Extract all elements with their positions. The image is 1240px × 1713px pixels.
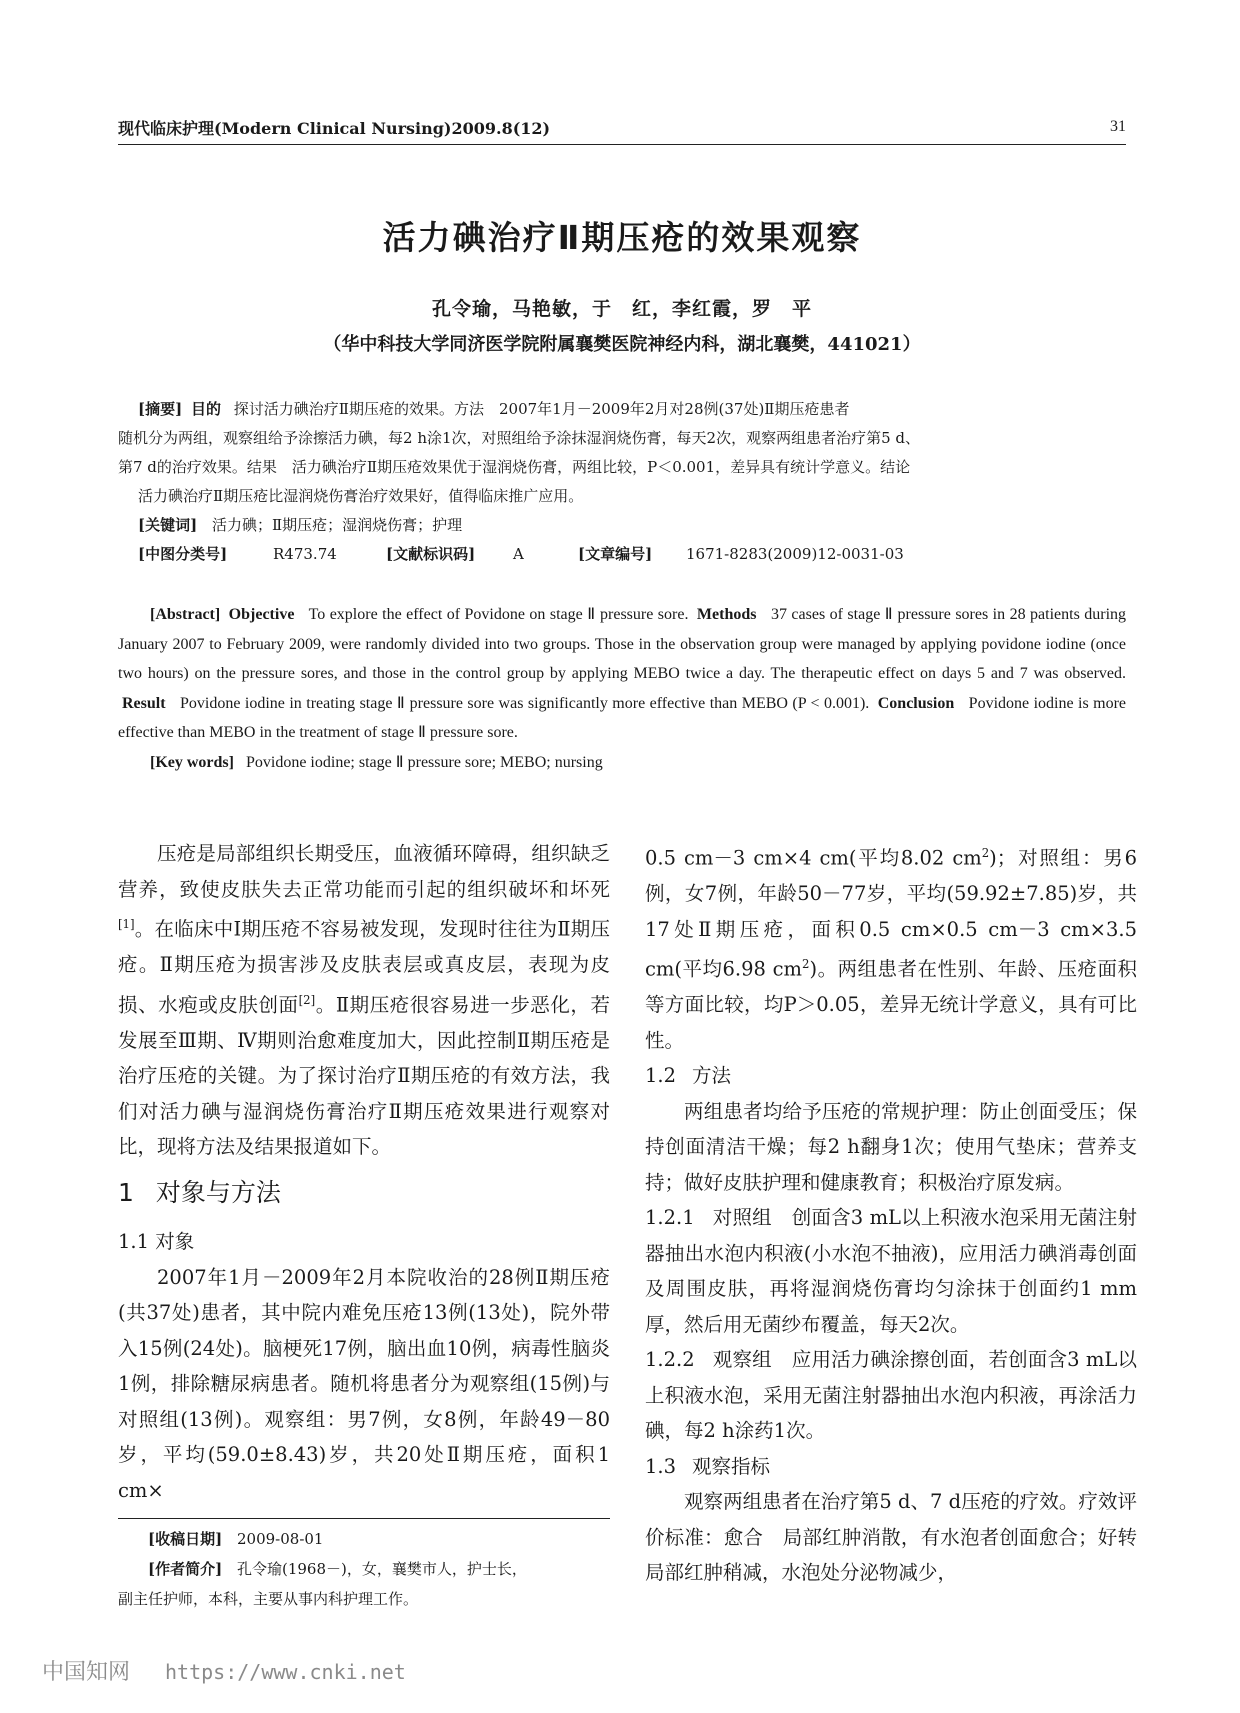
en-conclusion-label: Conclusion — [877, 694, 955, 712]
en-keywords-text: Povidone iodine; stage Ⅱ pressure sore; MEBO; nursing — [245, 753, 603, 771]
en-abstract-label: [Abstract] — [150, 606, 221, 623]
body-paragraph: 两组患者均给予压疮的常规护理：防止创面受压；保持创面清洁干燥；每2 h翻身1次；使用气垫床；营养支持；做好皮肤护理和健康教育；积极治疗原发病。 — [645, 1099, 1137, 1194]
received-label: [收稿日期] — [148, 1530, 223, 1548]
subsection-title: 对照组 — [712, 1206, 772, 1229]
running-header — [118, 112, 1126, 145]
section-number: 1 — [118, 1177, 134, 1207]
cn-keywords — [118, 511, 1126, 540]
cn-abstract-label: [摘要] — [138, 400, 183, 418]
clc-code: R473.74 — [273, 545, 337, 563]
en-keywords — [118, 748, 1126, 778]
body-paragraph: 1.2.2 观察组 应用活力碘涂擦创面，若创面含3 mL以上积液水泡，采用无菌注射器抽出水泡内积液，再涂活力碘，每2 h涂药1次。 — [645, 1348, 1137, 1442]
received-date — [118, 1524, 610, 1554]
footnotes — [118, 1524, 610, 1614]
author-bio-cont: 副主任护师，本科，主要从事内科护理工作。 — [118, 1590, 419, 1608]
doc-code: A — [513, 545, 524, 563]
en-keywords-label: [Key words] — [150, 753, 234, 771]
en-conclusion-text: Povidone iodine is more effective than MEBO in the treatment of stage Ⅱ pressure sore. — [118, 694, 1127, 741]
en-objective-label: Objective — [228, 606, 295, 623]
journal-citation: 现代临床护理(Modern Clinical Nursing)2009.8(12) — [118, 119, 551, 138]
citation-ref[interactable]: [1] — [118, 917, 135, 931]
cn-abstract-line: 第7 d的治疗效果。结果 活力碘治疗Ⅱ期压疮效果优于湿润烧伤膏，两组比较，P＜0.001，差异具有统计学意义。结论 — [118, 458, 911, 476]
section-heading — [118, 1175, 610, 1211]
footnote-divider — [118, 1518, 610, 1519]
affiliation: （华中科技大学同济医学院附属襄樊医院神经内科，湖北襄樊，441021） — [323, 334, 921, 355]
section-title: 对象与方法 — [155, 1177, 281, 1207]
doc-code-label: [文献标识码] — [386, 545, 476, 563]
body-paragraph: 0.5 cm－3 cm×4 cm(平均8.02 $cm^2$)；对照组：男6例，女7例，年龄50－77岁，平均(59.92±7.85)岁，共17处Ⅱ期压疮，面积0.5 cm×0.5 cm－3 cm×3.5 cm(平均6.98 $cm^2$)。两组患者在性别、年龄、压疮面积等方面比较，均P＞0.05，差异无统计学意义，具有可比性。 — [645, 846, 1137, 1052]
subsection-number: 1.2.1 — [645, 1206, 695, 1229]
body-paragraph: 观察两组患者在治疗第5 d、7 d压疮的疗效。疗效评价标准：愈合 局部红肿消散，有水泡者创面愈合；好转 局部红肿稍减，水泡处分泌物减少， — [645, 1490, 1157, 1584]
cnki-brand: 中国知网 — [42, 1660, 131, 1685]
cn-objective-label: 目的 — [190, 400, 221, 418]
en-result-text: Povidone iodine in treating stage Ⅱ pressure sore was significantly more effective than MEBO (P < 0.001). — [180, 694, 870, 712]
clc-label: [中图分类号] — [138, 545, 228, 563]
subsection-heading: 1.1 对象 — [118, 1230, 195, 1253]
subsection-number: 1.2.2 — [645, 1348, 695, 1371]
english-abstract — [118, 600, 1126, 777]
cn-keywords-text: 活力碘；Ⅱ期压疮；湿润烧伤膏；护理 — [211, 516, 463, 534]
intro-paragraph: 压疮是局部组织长期受压，血液循环障碍，组织缺乏营养，致使皮肤失去正常功能而引起的组织破坏和坏死[1]。在临床中Ⅰ期压疮不容易被发现，发现时往往为Ⅱ期压疮。Ⅱ期压疮为损害涉及皮肤表层或真皮层，表现为皮损、水疱或皮肤创面[2]。Ⅱ期压疮很容易进一步恶化，若发展至Ⅲ期、Ⅳ期则治愈难度加大，因此控制Ⅱ期压疮是治疗压疮的关键。为了探讨治疗Ⅱ期压疮的有效方法，我们对活力碘与湿润烧伤膏治疗Ⅱ期压疮效果进行观察对比，现将方法及结果报道如下。 — [118, 842, 610, 1158]
en-result-label: Result — [122, 694, 166, 712]
author-bio-text: 孔令瑜(1968－)，女，襄樊市人，护士长， — [236, 1560, 527, 1578]
cn-keywords-label: [关键词] — [138, 516, 198, 534]
citation-ref[interactable]: [2] — [298, 992, 316, 1007]
body-right-column — [645, 836, 1157, 1591]
body-paragraph: 2007年1月－2009年2月本院收治的28例Ⅱ期压疮(共37处)患者，其中院内难免压疮13例(13处)，院外带入15例(24处)。脑梗死17例，脑出血10例，病毒性脑炎1例，排除糖尿病患者。随机将患者分为观察组(15例)与对照组(13例)。观察组：男7例，女8例，年龄49－80岁，平均(59.0±8.43)岁，共20处Ⅱ期压疮，面积1 cm× — [118, 1265, 610, 1502]
en-methods-label: Methods — [696, 606, 757, 623]
body-paragraph: 1.2.1 对照组 创面含3 mL以上积液水泡采用无菌注射器抽出水泡内积液(小水泡不抽液)，应用活力碘消毒创面及周围皮肤，再将湿润烧伤膏均匀涂抹于创面约1 mm厚，然后用无菌纱布覆盖，每天2次。 — [645, 1206, 1137, 1336]
cn-abstract-line: 随机分为两组，观察组给予涂擦活力碘，每2 h涂1次，对照组给予涂抹湿润烧伤膏，每天2次，观察两组患者治疗第5 d、 — [118, 429, 920, 447]
article-no: 1671-8283(2009)12-0031-03 — [686, 545, 904, 563]
cn-abstract-line — [118, 395, 1126, 424]
body-left-column — [118, 836, 610, 1508]
cn-abstract-text: 探讨活力碘治疗Ⅱ期压疮的效果。方法 2007年1月－2009年2月对28例(37处)Ⅱ期压疮患者 — [233, 400, 850, 418]
subsection-title: 观察组 — [712, 1348, 772, 1371]
author-bio — [118, 1554, 610, 1584]
author-bio-label: [作者简介] — [148, 1560, 223, 1578]
classification-row — [118, 540, 1126, 569]
author-list: 孔令瑜，马艳敏，于 红，李红霞，罗 平 — [431, 298, 812, 320]
en-objective-text: To explore the effect of Povidone on stage Ⅱ pressure sore. — [308, 606, 689, 623]
article-no-label: [文章编号] — [578, 545, 653, 563]
en-abstract-body — [118, 600, 1126, 748]
subsection-heading: 1.3 观察指标 — [645, 1454, 771, 1478]
cnki-watermark — [42, 1655, 406, 1686]
received-value: 2009-08-01 — [236, 1530, 324, 1548]
article-title: 活力碘治疗Ⅱ期压疮的效果观察 — [382, 218, 862, 257]
page-number: 31 — [1110, 118, 1126, 135]
subsection-heading: 1.2 方法 — [645, 1064, 732, 1087]
en-methods-text: 37 cases of stage Ⅱ pressure sores in 28 patients during January 2007 to February 2009, were randomly divided into two groups. Those in the observation group were managed by applying povidone iodine (once two hours) on the pressure sores, and those in the control group by applying MEBO twice a day. The therapeutic effect on days 5 and 7 was observed. — [118, 606, 1127, 682]
cnki-url[interactable]: https://www.cnki.net — [165, 1660, 406, 1684]
chinese-abstract — [118, 395, 1126, 569]
cn-abstract-line: 活力碘治疗Ⅱ期压疮比湿润烧伤膏治疗效果好，值得临床推广应用。 — [138, 487, 584, 505]
